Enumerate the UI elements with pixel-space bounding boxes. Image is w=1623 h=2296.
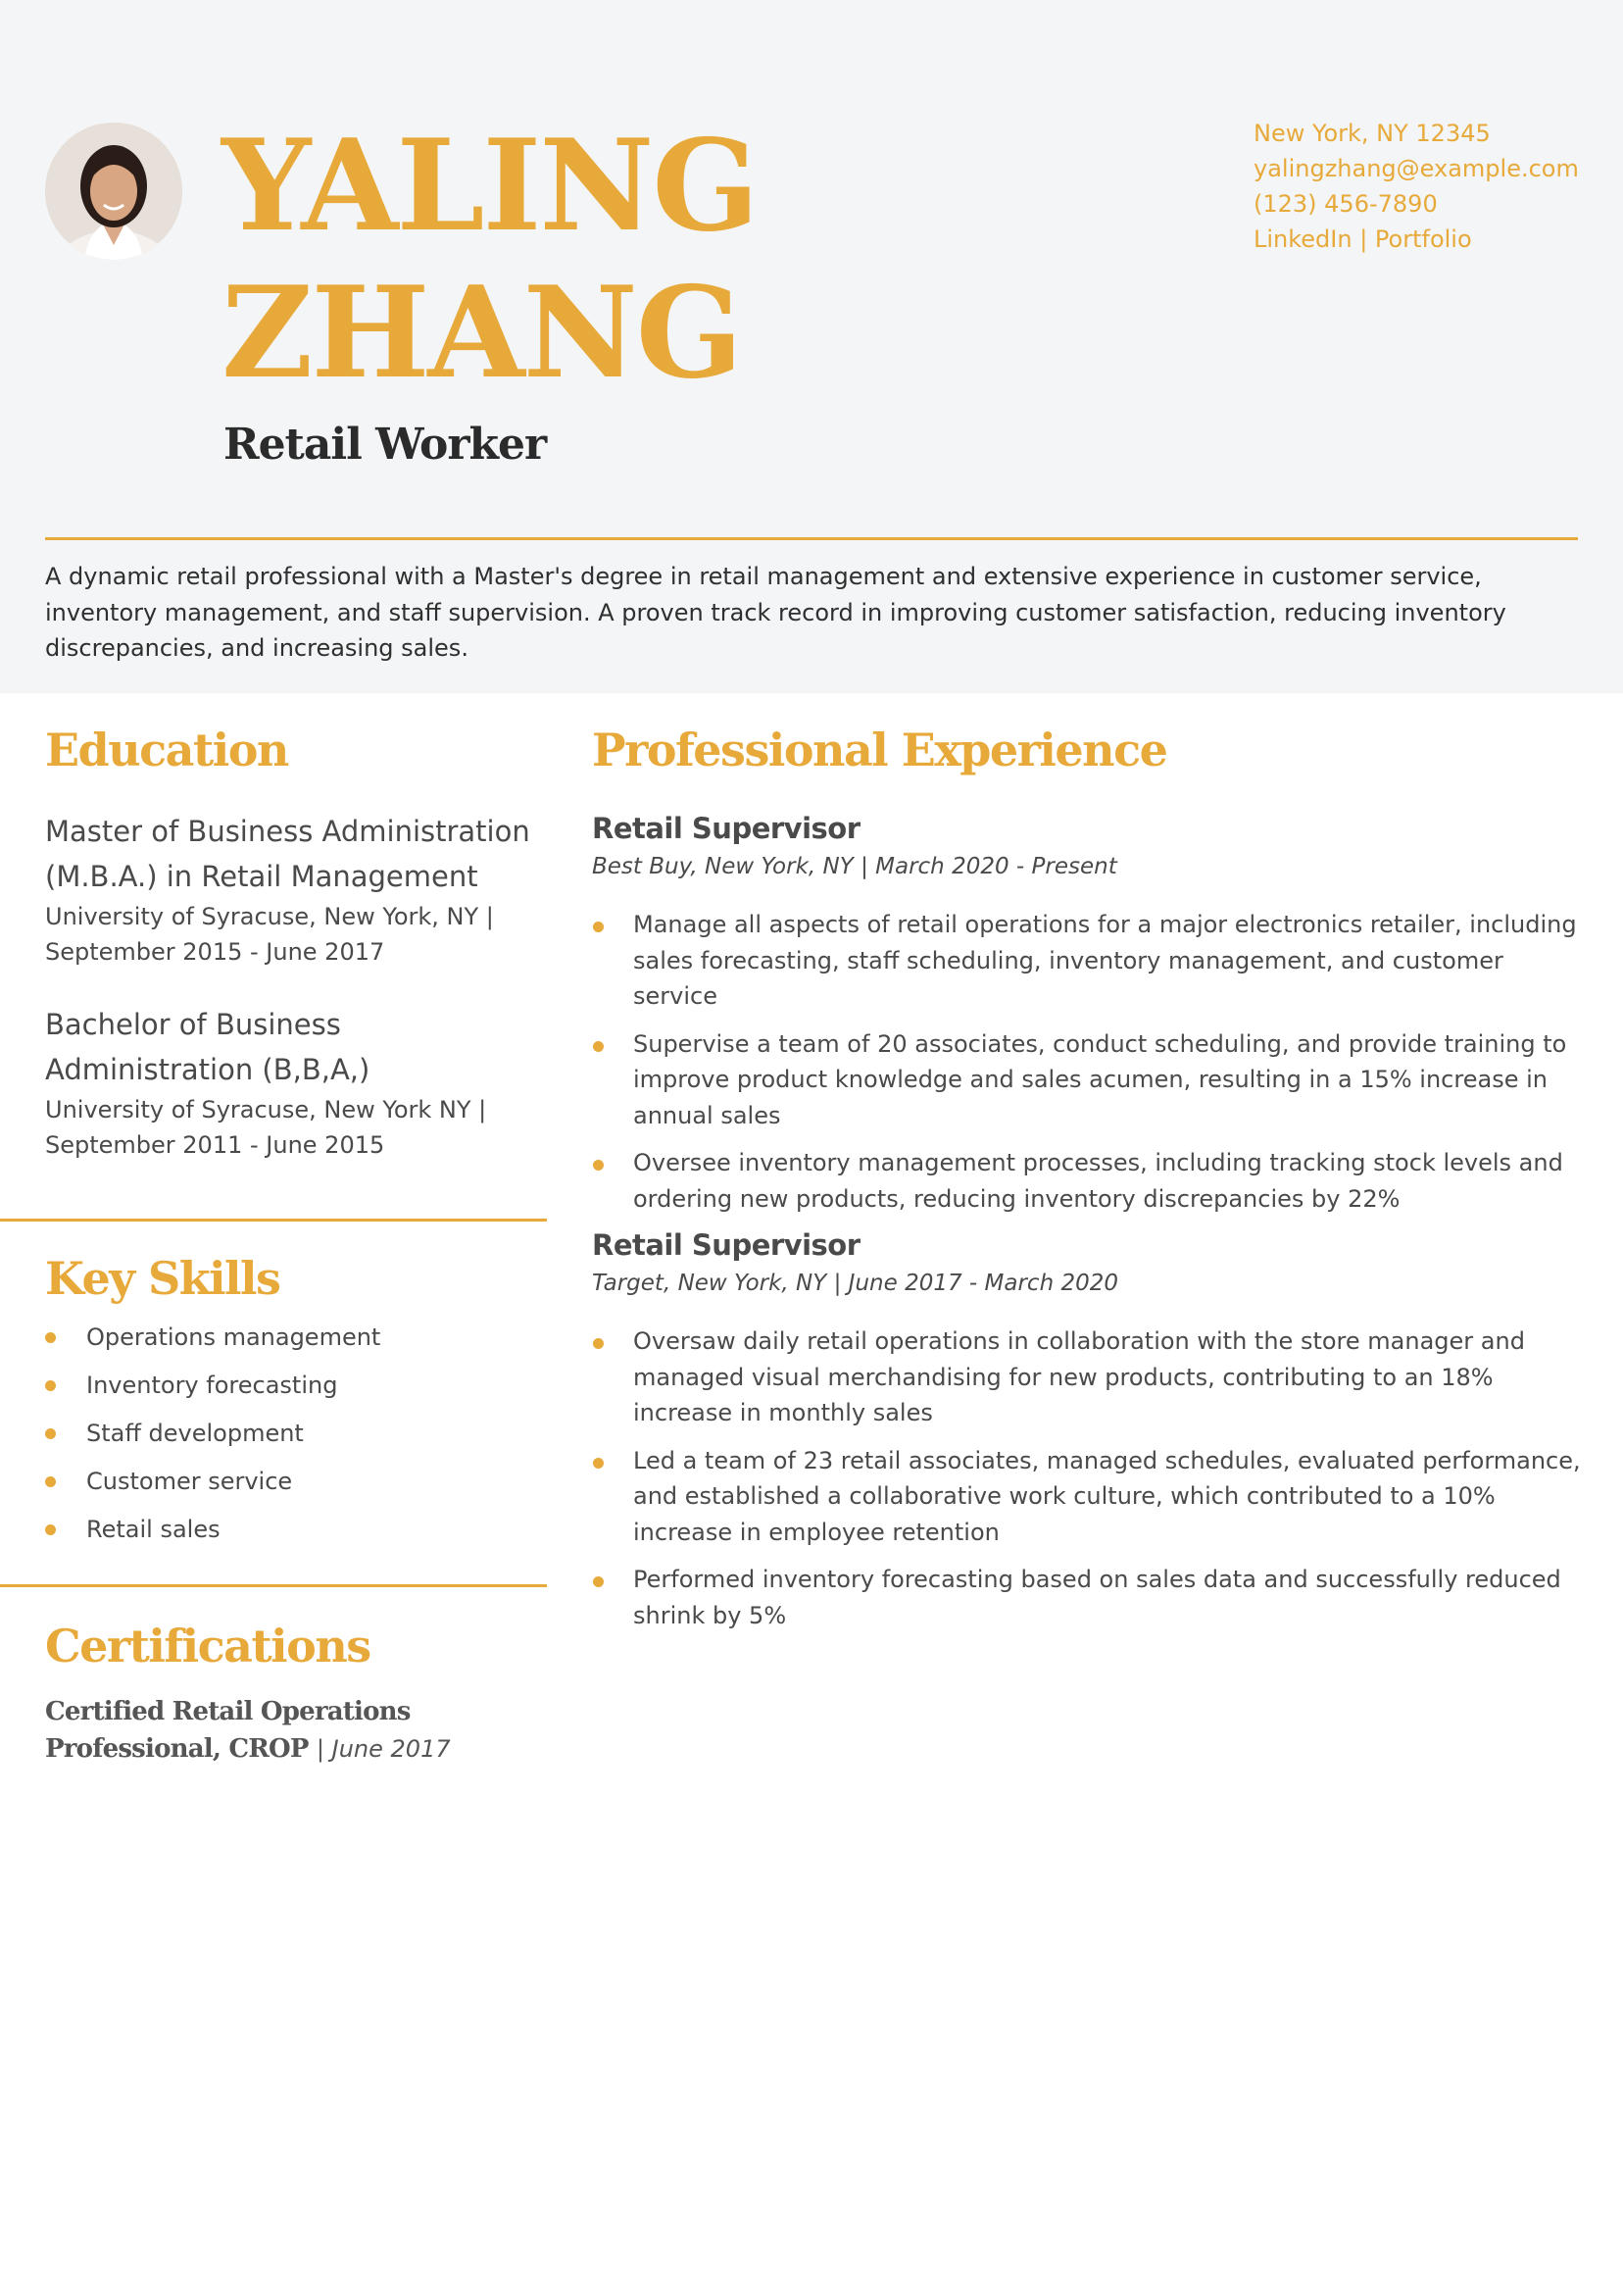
bullet-dot-icon <box>45 1332 56 1343</box>
bullet-text: Led a team of 23 retail associates, managed schedules, evaluated performance, and established a collaborative work culture, which contributed to a 10% increase in employee retention <box>633 1446 1581 1546</box>
skills-list <box>45 1320 380 1560</box>
job-role: Retail Supervisor <box>592 1228 861 1262</box>
bullet-text: Oversaw daily retail operations in collaboration with the store manager and managed visual merchandising for new products, contributing to an 18% increase in monthly sales <box>633 1327 1525 1426</box>
job-bullet <box>592 1443 1582 1551</box>
bullet-dot-icon <box>593 1160 604 1171</box>
certification-name: Certified Retail Operations Professional, CROP <box>45 1697 411 1764</box>
bullet-dot-icon <box>593 922 604 932</box>
contact-location: New York, NY 12345 <box>1254 120 1491 147</box>
bullet-dot-icon <box>45 1524 56 1535</box>
name-line-2: ZHANG <box>221 260 741 407</box>
job-bullets <box>592 1323 1582 1633</box>
skill-label: Operations management <box>86 1323 381 1351</box>
summary-text: A dynamic retail professional with a Master's degree in retail management and extensive experience in customer service, inventory management, and staff supervision. A proven track record in improving customer satisfaction, reducing inventory discrepancies, and increasing sales. <box>45 563 1506 662</box>
bullet-dot-icon <box>593 1458 604 1469</box>
skill-label: Inventory forecasting <box>86 1372 338 1399</box>
bullet-dot-icon <box>45 1428 56 1439</box>
education-degree: Bachelor of Business Administration (B,B,A,) <box>45 1008 370 1086</box>
contact-email[interactable]: yalingzhang@example.com <box>1254 155 1579 182</box>
job-bullet <box>592 1026 1582 1134</box>
section-divider <box>0 1584 547 1587</box>
certification-item <box>45 1693 535 1768</box>
job-bullet <box>592 1145 1582 1217</box>
certification-date: June 2017 <box>331 1735 451 1763</box>
skill-item <box>45 1464 380 1512</box>
name-line-1: YALING <box>221 113 758 260</box>
education-heading: Education <box>45 724 288 776</box>
bullet-dot-icon <box>593 1338 604 1349</box>
portrait-image <box>45 123 182 260</box>
job-meta: Best Buy, New York, NY | March 2020 - Present <box>592 854 1117 879</box>
contact-links[interactable]: LinkedIn | Portfolio <box>1254 225 1472 253</box>
skill-item <box>45 1512 380 1560</box>
certification-separator: | <box>316 1735 332 1763</box>
bullet-dot-icon <box>45 1380 56 1391</box>
skills-heading: Key Skills <box>45 1252 280 1305</box>
education-item <box>45 809 535 970</box>
job-role: Retail Supervisor <box>592 812 861 845</box>
job-bullet <box>592 1562 1582 1633</box>
education-item <box>45 1002 535 1163</box>
job-bullet <box>592 907 1582 1015</box>
bullet-dot-icon <box>593 1576 604 1587</box>
bullet-dot-icon <box>593 1041 604 1052</box>
job-meta: Target, New York, NY | June 2017 - March 2020 <box>592 1271 1118 1296</box>
bullet-text: Performed inventory forecasting based on sales data and successfully reduced shrink by 5% <box>633 1566 1561 1629</box>
education-meta: University of Syracuse, New York, NY | September 2015 - June 2017 <box>45 903 494 966</box>
candidate-name <box>221 113 758 407</box>
section-divider <box>0 1219 547 1222</box>
job-bullet <box>592 1323 1582 1431</box>
bullet-text: Supervise a team of 20 associates, conduct scheduling, and provide training to improve product knowledge and sales acumen, resulting in a 15% increase in annual sales <box>633 1029 1567 1129</box>
contact-info <box>1254 116 1579 257</box>
skill-item <box>45 1368 380 1416</box>
skill-label: Retail sales <box>86 1516 221 1543</box>
bullet-text: Manage all aspects of retail operations for a major electronics retailer, including sales forecasting, staff scheduling, inventory management, and customer service <box>633 911 1577 1010</box>
contact-phone[interactable]: (123) 456-7890 <box>1254 190 1438 218</box>
certifications-heading: Certifications <box>45 1620 370 1672</box>
skill-item <box>45 1320 380 1368</box>
skill-label: Staff development <box>86 1420 304 1447</box>
experience-heading: Professional Experience <box>592 724 1167 776</box>
header-divider <box>45 537 1578 540</box>
profile-photo <box>45 123 182 260</box>
bullet-text: Oversee inventory management processes, including tracking stock levels and ordering new products, reducing inventory discrepancies by 22% <box>633 1149 1563 1213</box>
bullet-dot-icon <box>45 1476 56 1487</box>
job-title: Retail Worker <box>223 420 547 470</box>
education-degree: Master of Business Administration (M.B.A.) in Retail Management <box>45 815 530 893</box>
job-bullets <box>592 907 1582 1217</box>
job-entry <box>592 809 1582 1228</box>
education-meta: University of Syracuse, New York NY | September 2011 - June 2015 <box>45 1096 487 1159</box>
education-list <box>45 809 535 1195</box>
job-entry <box>592 1225 1582 1645</box>
skill-item <box>45 1416 380 1464</box>
skill-label: Customer service <box>86 1468 293 1495</box>
